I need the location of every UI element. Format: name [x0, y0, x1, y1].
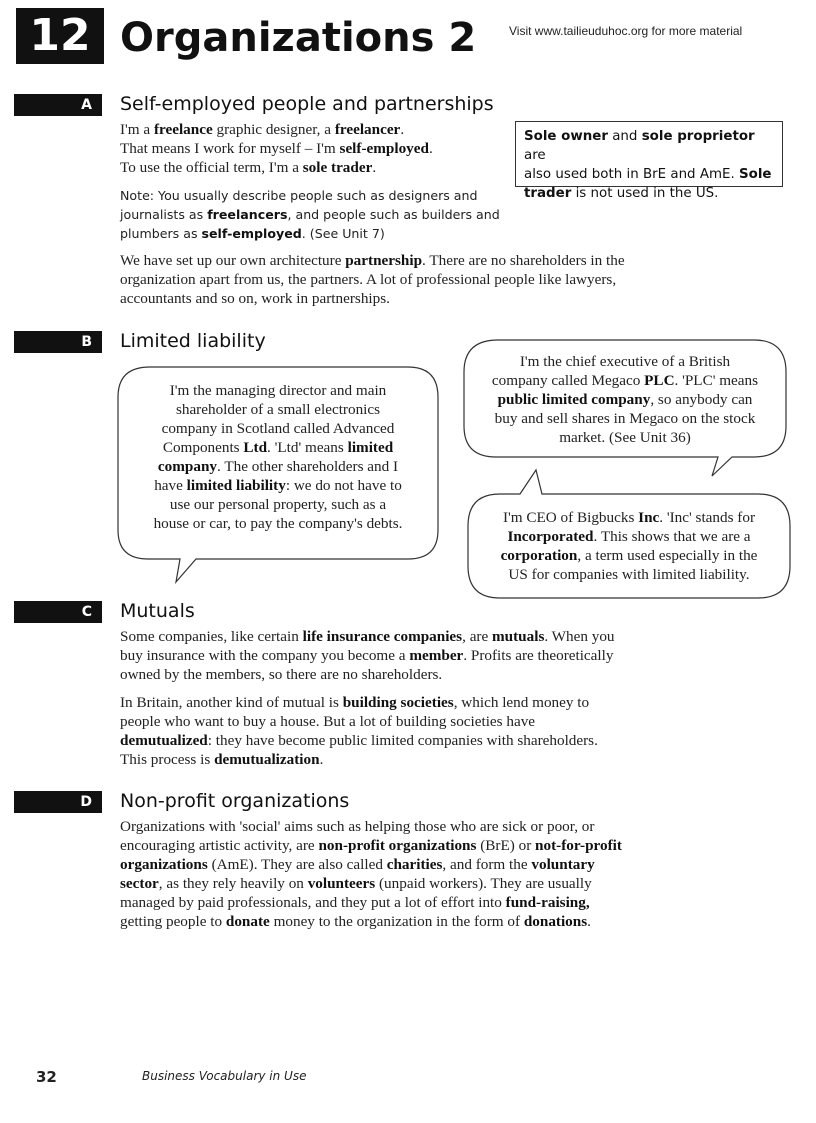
key-term: limited	[347, 439, 394, 456]
key-term: voluntary	[531, 856, 595, 873]
key-term: not-for-profit	[535, 837, 622, 854]
section-d-heading: Non-profit organizations	[120, 790, 350, 812]
key-term: public limited company	[497, 391, 651, 408]
text-line: buy insurance with the company you become a member. Profits are theoretically	[120, 647, 614, 664]
text-line: encouraging artistic activity, are non-profit organizations (BrE) or not-for-profit	[120, 837, 622, 854]
section-b-heading: Limited liability	[120, 330, 266, 352]
key-term: non-profit organizations	[318, 837, 477, 854]
key-term: Incorporated	[507, 528, 594, 545]
text-line: people who want to buy a house. But a lot of building societies have	[120, 713, 536, 730]
text-line: journalists as freelancers, and people such as builders and	[120, 207, 500, 222]
speech-bubble-right-bottom-text	[472, 508, 786, 584]
key-term: sector	[120, 875, 159, 892]
key-term: member	[409, 647, 464, 664]
text-line: company in Scotland called Advanced	[161, 420, 395, 437]
text-line: In Britain, another kind of mutual is building societies, which lend money to	[120, 694, 590, 711]
text-line: market. (See Unit 36)	[559, 429, 691, 446]
key-term: freelance	[153, 121, 213, 138]
section-a-note	[120, 186, 500, 243]
section-d-badge: D	[14, 791, 102, 813]
key-term: fund-raising,	[505, 894, 590, 911]
key-term: freelancers	[207, 207, 288, 222]
key-term: company	[157, 458, 217, 475]
key-term: freelancer	[334, 121, 401, 138]
text-line: I'm the chief executive of a British	[519, 353, 731, 370]
text-line: Sole owner and sole proprietor are	[524, 129, 755, 163]
text-line: accountants and so on, work in partnerships.	[120, 290, 390, 307]
text-line: Components Ltd. 'Ltd' means limited	[162, 439, 394, 456]
key-term: PLC	[644, 372, 675, 389]
book-title: Business Vocabulary in Use	[142, 1069, 307, 1083]
section-a-badge: A	[14, 94, 102, 116]
promo-text: Visit www.tailieuduhoc.org for more material	[509, 24, 743, 38]
key-term: donations	[523, 913, 588, 930]
text-line: also used both in BrE and AmE. Sole	[524, 167, 772, 182]
text-line: To use the official term, I'm a sole trader.	[120, 159, 377, 176]
text-line: house or car, to pay the company's debts.	[153, 515, 403, 532]
key-term: building societies	[342, 694, 454, 711]
text-line: company. The other shareholders and I	[157, 458, 399, 475]
key-term: Inc	[638, 509, 660, 526]
text-line: Organizations with 'social' aims such as helping those who are sick or poor, or	[120, 818, 595, 835]
key-term: Ltd	[243, 439, 268, 456]
text-line: plumbers as self-employed. (See Unit 7)	[120, 226, 385, 241]
section-c-paragraph-2	[120, 693, 598, 769]
key-term: organizations	[120, 856, 208, 873]
speech-bubble-left-text	[124, 381, 432, 533]
section-c-badge: C	[14, 601, 102, 623]
text-line: buy and sell shares in Megaco on the stock	[494, 410, 756, 427]
unit-number-badge: 12	[16, 8, 104, 64]
key-term: corporation	[500, 547, 578, 564]
section-c-heading: Mutuals	[120, 600, 195, 622]
key-term: self-employed	[201, 226, 302, 241]
page-title: Organizations 2	[120, 15, 477, 61]
key-term: donate	[225, 913, 270, 930]
section-a-partnership-paragraph	[120, 251, 625, 308]
key-term: Sole owner	[524, 129, 608, 144]
section-b-badge: B	[14, 331, 102, 353]
text-line: This process is demutualization.	[120, 751, 324, 768]
text-line: Note: You usually describe people such as designers and	[120, 188, 478, 203]
text-line: organizations (AmE). They are also called charities, and form the voluntary	[120, 856, 595, 873]
section-a-intro	[120, 120, 433, 177]
text-line: owned by the members, so there are no shareholders.	[120, 666, 443, 683]
page-number: 32	[36, 1068, 57, 1086]
text-line: Some companies, like certain life insurance companies, are mutuals. When you	[120, 628, 615, 645]
text-line: company called Megaco PLC. 'PLC' means	[491, 372, 759, 389]
terminology-tip-box	[515, 121, 783, 201]
text-line: managed by paid professionals, and they put a lot of effort into fund-raising,	[120, 894, 590, 911]
key-term: self-employed	[339, 140, 429, 157]
text-line: corporation, a term used especially in the	[500, 547, 758, 564]
key-term: Sole	[739, 167, 772, 182]
section-c-paragraph-1	[120, 627, 615, 684]
text-line: I'm a freelance graphic designer, a freelancer.	[120, 121, 405, 138]
key-term: volunteers	[307, 875, 376, 892]
text-line: We have set up our own architecture partnership. There are no shareholders in the	[120, 252, 625, 269]
key-term: sole proprietor	[641, 129, 755, 144]
text-line: I'm CEO of Bigbucks Inc. 'Inc' stands for	[502, 509, 756, 526]
key-term: mutuals	[492, 628, 545, 645]
key-term: partnership	[345, 252, 423, 269]
section-d-paragraph	[120, 817, 622, 931]
key-term: sole trader	[302, 159, 373, 176]
key-term: limited liability	[186, 477, 286, 494]
text-line: getting people to donate money to the organization in the form of donations.	[120, 913, 591, 930]
text-line: have limited liability: we do not have to	[154, 477, 402, 494]
text-line: demutualized: they have become public limited companies with shareholders.	[120, 732, 598, 749]
section-a-heading: Self-employed people and partnerships	[120, 93, 494, 115]
text-line: shareholder of a small electronics	[175, 401, 381, 418]
text-line: That means I work for myself – I'm self-employed.	[120, 140, 433, 157]
text-line: public limited company, so anybody can	[497, 391, 753, 408]
speech-bubble-right-top-text	[466, 352, 784, 447]
key-term: trader	[524, 186, 572, 201]
text-line: use our personal property, such as a	[169, 496, 387, 513]
text-line: organization apart from us, the partners. A lot of professional people like lawyers,	[120, 271, 617, 288]
key-term: demutualized	[120, 732, 208, 749]
text-line: US for companies with limited liability.	[508, 566, 750, 583]
text-line: I'm the managing director and main	[169, 382, 387, 399]
key-term: life insurance companies	[302, 628, 463, 645]
text-line: sector, as they rely heavily on volunteers (unpaid workers). They are usually	[120, 875, 592, 892]
key-term: demutualization	[214, 751, 320, 768]
text-line: Incorporated. This shows that we are a	[507, 528, 751, 545]
text-line: trader is not used in the US.	[524, 186, 719, 201]
key-term: charities	[386, 856, 443, 873]
